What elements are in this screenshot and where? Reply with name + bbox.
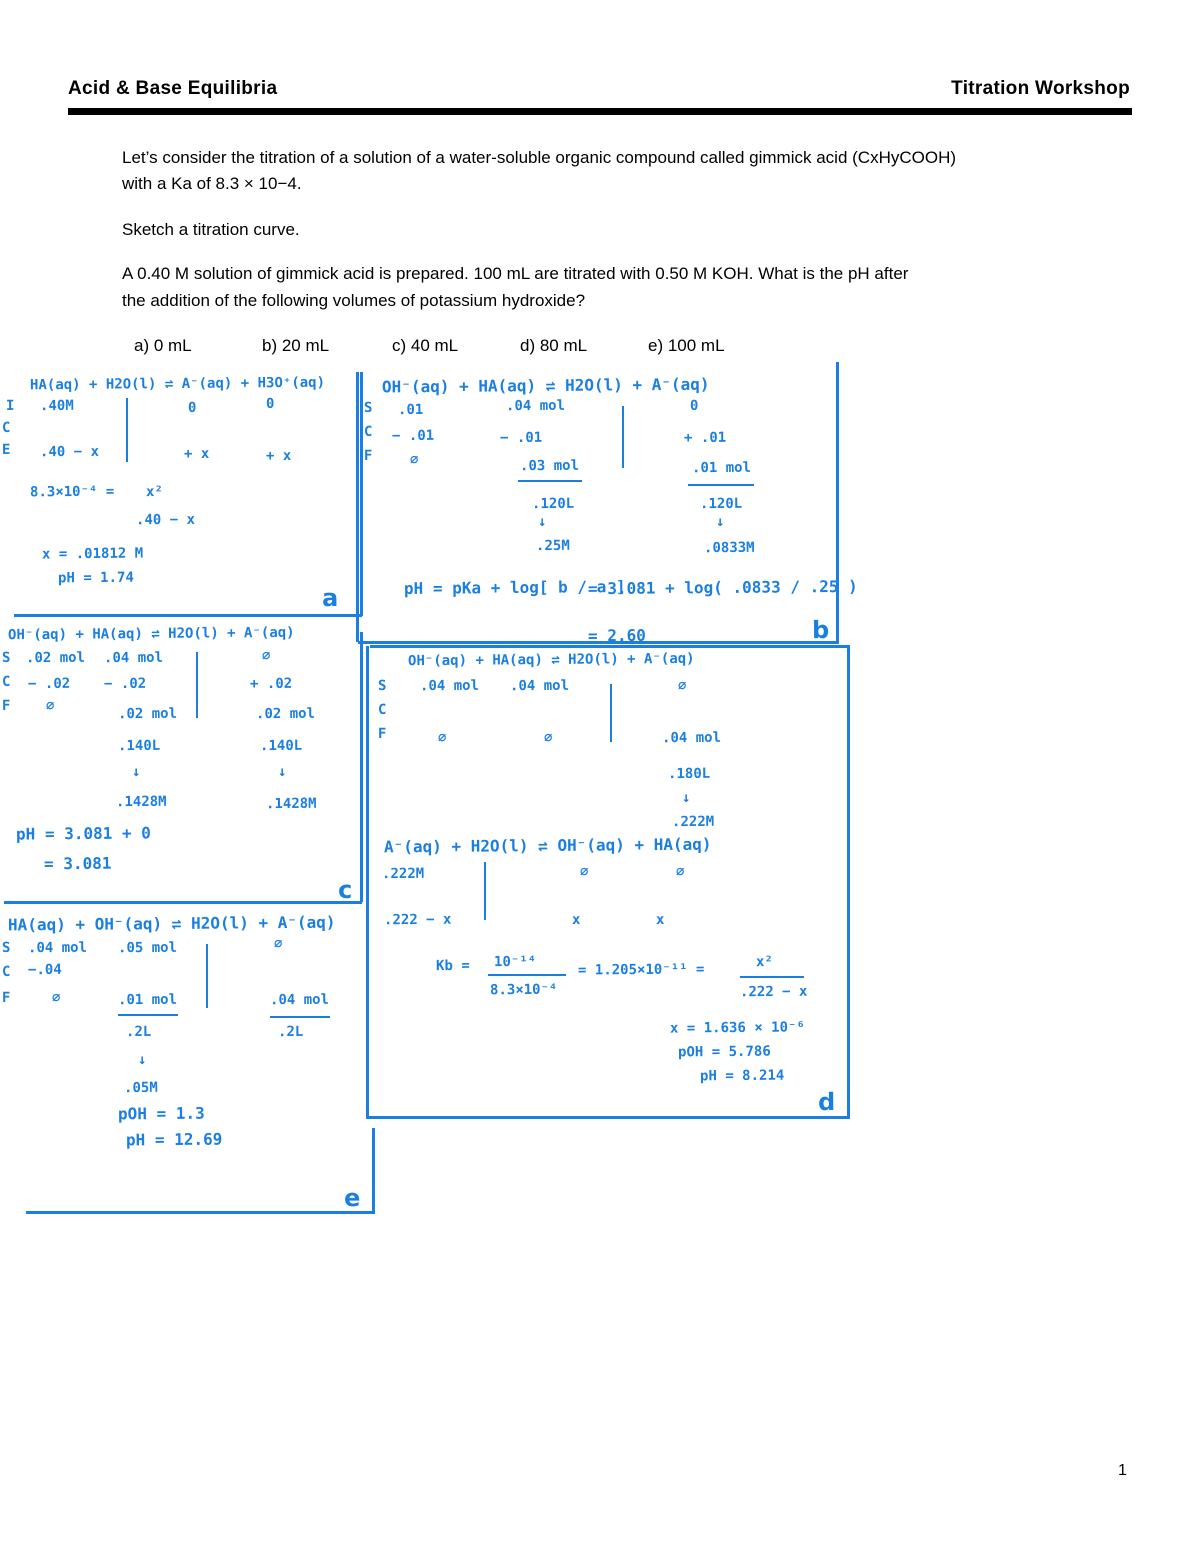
a-label: a bbox=[321, 583, 339, 613]
a-e-ha: .40 − x bbox=[39, 443, 100, 461]
c-arrow-a: ↓ bbox=[277, 763, 287, 781]
page-number: 1 bbox=[1118, 1462, 1127, 1479]
a-e-h: + x bbox=[265, 447, 292, 465]
e-v-oh: .2L bbox=[125, 1023, 152, 1041]
box-e-bottom-border bbox=[26, 1211, 375, 1214]
d-e-ha: x bbox=[655, 911, 665, 929]
c-v-a: .140L bbox=[259, 737, 303, 755]
b-c-oh: − .01 bbox=[391, 427, 435, 445]
c-ph-line-1: pH = 3.081 + 0 bbox=[15, 823, 151, 844]
d-kb-right-fraction-bar bbox=[740, 976, 804, 978]
d-x-value: x = 1.636 × 10⁻⁶ bbox=[669, 1019, 805, 1037]
e-s-a: ∅ bbox=[273, 935, 283, 953]
e-underline-oh bbox=[118, 1014, 178, 1016]
e-label: e bbox=[343, 1183, 361, 1213]
box-d-bottom-border bbox=[366, 1116, 850, 1119]
d-poh: pOH = 5.786 bbox=[677, 1043, 771, 1061]
c-scf-c: C bbox=[1, 673, 11, 691]
choice-b: b) 20 mL bbox=[262, 336, 330, 355]
b-s-a: 0 bbox=[689, 397, 699, 415]
b-ph-equation: pH = pKa + log[ b / a ] bbox=[403, 577, 626, 598]
a-ice-c: C bbox=[1, 419, 11, 437]
e-table-divider bbox=[206, 944, 208, 1008]
d-f-a: .04 mol bbox=[661, 729, 722, 747]
b-scf-c: C bbox=[363, 423, 373, 441]
d-kb-rnum: x² bbox=[755, 953, 773, 971]
c-s-a: ∅ bbox=[261, 647, 271, 665]
a-ice-i: I bbox=[5, 397, 15, 415]
a-table-divider bbox=[126, 398, 128, 462]
e-f-a: .04 mol bbox=[269, 991, 330, 1009]
question-line-1: A 0.40 M solution of gimmick acid is prepared. 100 mL are titrated with 0.50 M KOH. What is the pH after bbox=[122, 264, 909, 283]
box-c-bottom-border bbox=[4, 901, 362, 904]
b-m-a: .0833M bbox=[703, 539, 755, 557]
a-i-h: 0 bbox=[265, 395, 275, 413]
e-c-ha: −.04 bbox=[27, 961, 62, 979]
c-v-ha: .140L bbox=[117, 737, 161, 755]
b-ph-result: = 2.60 bbox=[587, 625, 646, 646]
b-c-a: + .01 bbox=[683, 429, 727, 447]
d-f-ha: ∅ bbox=[543, 729, 553, 747]
b-m-ha: .25M bbox=[535, 537, 570, 555]
d-i-ha: ∅ bbox=[675, 863, 685, 881]
e-ph: pH = 12.69 bbox=[125, 1129, 223, 1150]
choice-c: c) 40 mL bbox=[392, 336, 459, 355]
b-label: b bbox=[811, 615, 830, 645]
e-arrow-oh: ↓ bbox=[137, 1051, 147, 1069]
choice-a: a) 0 mL bbox=[134, 336, 192, 355]
c-ph-line-2: = 3.081 bbox=[43, 853, 112, 874]
d-m-a: .222M bbox=[671, 813, 715, 831]
a-ph: pH = 1.74 bbox=[57, 569, 134, 587]
b-underline-a bbox=[688, 484, 754, 486]
b-arrow-a: ↓ bbox=[715, 513, 725, 531]
c-table-divider bbox=[196, 652, 198, 718]
d-e-a: .222 − x bbox=[383, 911, 452, 929]
d-ice-divider bbox=[484, 862, 486, 920]
c-f-ha: .02 mol bbox=[117, 705, 178, 723]
d-kb-lhs: Kb = bbox=[435, 957, 470, 975]
box-b-left-border bbox=[356, 372, 359, 642]
choice-e: e) 100 mL bbox=[648, 336, 725, 355]
b-f-a: .01 mol bbox=[691, 459, 752, 477]
d-arrow-a: ↓ bbox=[681, 789, 691, 807]
header-rule bbox=[68, 108, 1132, 115]
d-f-oh: ∅ bbox=[437, 729, 447, 747]
b-ph-substitution: = 3.081 + log( .0833 / .25 ) bbox=[587, 576, 858, 599]
c-equation: OH⁻(aq) + HA(aq) ⇌ H2O(l) + A⁻(aq) bbox=[7, 624, 295, 644]
b-arrow-ha: ↓ bbox=[537, 513, 547, 531]
d-kb-den: 8.3×10⁻⁴ bbox=[489, 981, 558, 999]
e-poh: pOH = 1.3 bbox=[117, 1103, 205, 1124]
box-d-left-border bbox=[366, 646, 369, 1118]
c-m-a: .1428M bbox=[265, 795, 317, 813]
e-equation: HA(aq) + OH⁻(aq) ⇌ H2O(l) + A⁻(aq) bbox=[7, 912, 336, 935]
d-scf-f: F bbox=[377, 725, 387, 743]
box-a-right-border bbox=[360, 372, 363, 616]
d-scf-c: C bbox=[377, 701, 387, 719]
b-v-ha: .120L bbox=[531, 495, 575, 513]
d-equation-2: A⁻(aq) + H2O(l) ⇌ OH⁻(aq) + HA(aq) bbox=[383, 834, 712, 857]
d-s-ha: .04 mol bbox=[509, 677, 570, 695]
c-scf-s: S bbox=[1, 649, 11, 667]
c-f-oh: ∅ bbox=[45, 697, 55, 715]
a-i-ha: .40M bbox=[39, 397, 74, 415]
d-i-oh: ∅ bbox=[579, 863, 589, 881]
a-ka-lhs: 8.3×10⁻⁴ = bbox=[29, 483, 115, 501]
c-label: c bbox=[337, 875, 353, 905]
d-label: d bbox=[817, 1087, 836, 1117]
c-s-oh: .02 mol bbox=[25, 649, 86, 667]
d-ph: pH = 8.214 bbox=[699, 1067, 785, 1085]
d-kb-value: = 1.205×10⁻¹¹ = bbox=[577, 961, 705, 979]
choice-d: d) 80 mL bbox=[520, 336, 588, 355]
header-right-title: Titration Workshop bbox=[951, 78, 1130, 99]
c-scf-f: F bbox=[1, 697, 11, 715]
e-m-oh: .05M bbox=[123, 1079, 158, 1097]
d-s-oh: .04 mol bbox=[419, 677, 480, 695]
b-c-ha: − .01 bbox=[499, 429, 543, 447]
c-m-ha: .1428M bbox=[115, 793, 167, 811]
b-f-oh: ∅ bbox=[409, 451, 419, 469]
b-scf-s: S bbox=[363, 399, 373, 417]
a-i-a: 0 bbox=[187, 399, 197, 417]
intro-line-2: with a Ka of 8.3 × 10−4. bbox=[122, 174, 302, 193]
d-scf-s: S bbox=[377, 677, 387, 695]
d-s-a: ∅ bbox=[677, 677, 687, 695]
b-s-ha: .04 mol bbox=[505, 397, 566, 415]
e-scf-f: F bbox=[1, 989, 11, 1007]
b-f-ha: .03 mol bbox=[519, 457, 580, 475]
b-scf-f: F bbox=[363, 447, 373, 465]
e-f-oh: .01 mol bbox=[117, 991, 178, 1009]
c-f-a: .02 mol bbox=[255, 705, 316, 723]
c-s-ha: .04 mol bbox=[103, 649, 164, 667]
c-c-a: + .02 bbox=[249, 675, 293, 693]
b-underline-ha bbox=[518, 480, 582, 482]
d-equation: OH⁻(aq) + HA(aq) ⇌ H2O(l) + A⁻(aq) bbox=[407, 650, 695, 670]
box-d-top-border bbox=[370, 645, 850, 648]
d-v-a: .180L bbox=[667, 765, 711, 783]
a-x-value: x = .01812 M bbox=[41, 545, 144, 563]
a-ka-den: .40 − x bbox=[135, 511, 196, 529]
e-scf-s: S bbox=[1, 939, 11, 957]
e-s-oh: .05 mol bbox=[117, 939, 178, 957]
e-underline-a bbox=[270, 1016, 330, 1018]
d-i-a: .222M bbox=[381, 865, 425, 883]
task-text: Sketch a titration curve. bbox=[122, 220, 300, 239]
b-v-a: .120L bbox=[699, 495, 743, 513]
box-e-right-border bbox=[372, 1128, 375, 1214]
d-kb-fraction-bar bbox=[488, 974, 566, 976]
d-kb-num: 10⁻¹⁴ bbox=[493, 953, 537, 971]
e-f-ha: ∅ bbox=[51, 989, 61, 1007]
a-equation: HA(aq) + H2O(l) ⇌ A⁻(aq) + H3O⁺(aq) bbox=[29, 374, 326, 394]
e-v-a: .2L bbox=[277, 1023, 304, 1041]
a-ka-num: x² bbox=[145, 483, 163, 501]
b-table-divider bbox=[622, 406, 624, 468]
b-s-oh: .01 bbox=[397, 401, 424, 419]
d-e-oh: x bbox=[571, 911, 581, 929]
d-kb-rden: .222 − x bbox=[739, 983, 808, 1001]
c-c-oh: − .02 bbox=[27, 675, 71, 693]
d-table-divider bbox=[610, 684, 612, 742]
c-arrow-ha: ↓ bbox=[131, 763, 141, 781]
header-left-title: Acid & Base Equilibria bbox=[68, 78, 278, 99]
question-line-2: the addition of the following volumes of potassium hydroxide? bbox=[122, 291, 586, 310]
box-c-right-border bbox=[360, 632, 363, 902]
box-a-bottom-border bbox=[14, 614, 362, 617]
a-e-a: + x bbox=[183, 445, 210, 463]
e-scf-c: C bbox=[1, 963, 11, 981]
box-b-right-border bbox=[836, 362, 839, 644]
b-equation: OH⁻(aq) + HA(aq) ⇌ H2O(l) + A⁻(aq) bbox=[381, 374, 710, 397]
intro-line-1: Let’s consider the titration of a solution of a water-soluble organic compound called gimmick acid (CxHyCOOH) bbox=[122, 148, 957, 167]
box-d-right-border bbox=[847, 646, 850, 1118]
c-c-ha: − .02 bbox=[103, 675, 147, 693]
e-s-ha: .04 mol bbox=[27, 939, 88, 957]
a-ice-e: E bbox=[1, 441, 11, 459]
